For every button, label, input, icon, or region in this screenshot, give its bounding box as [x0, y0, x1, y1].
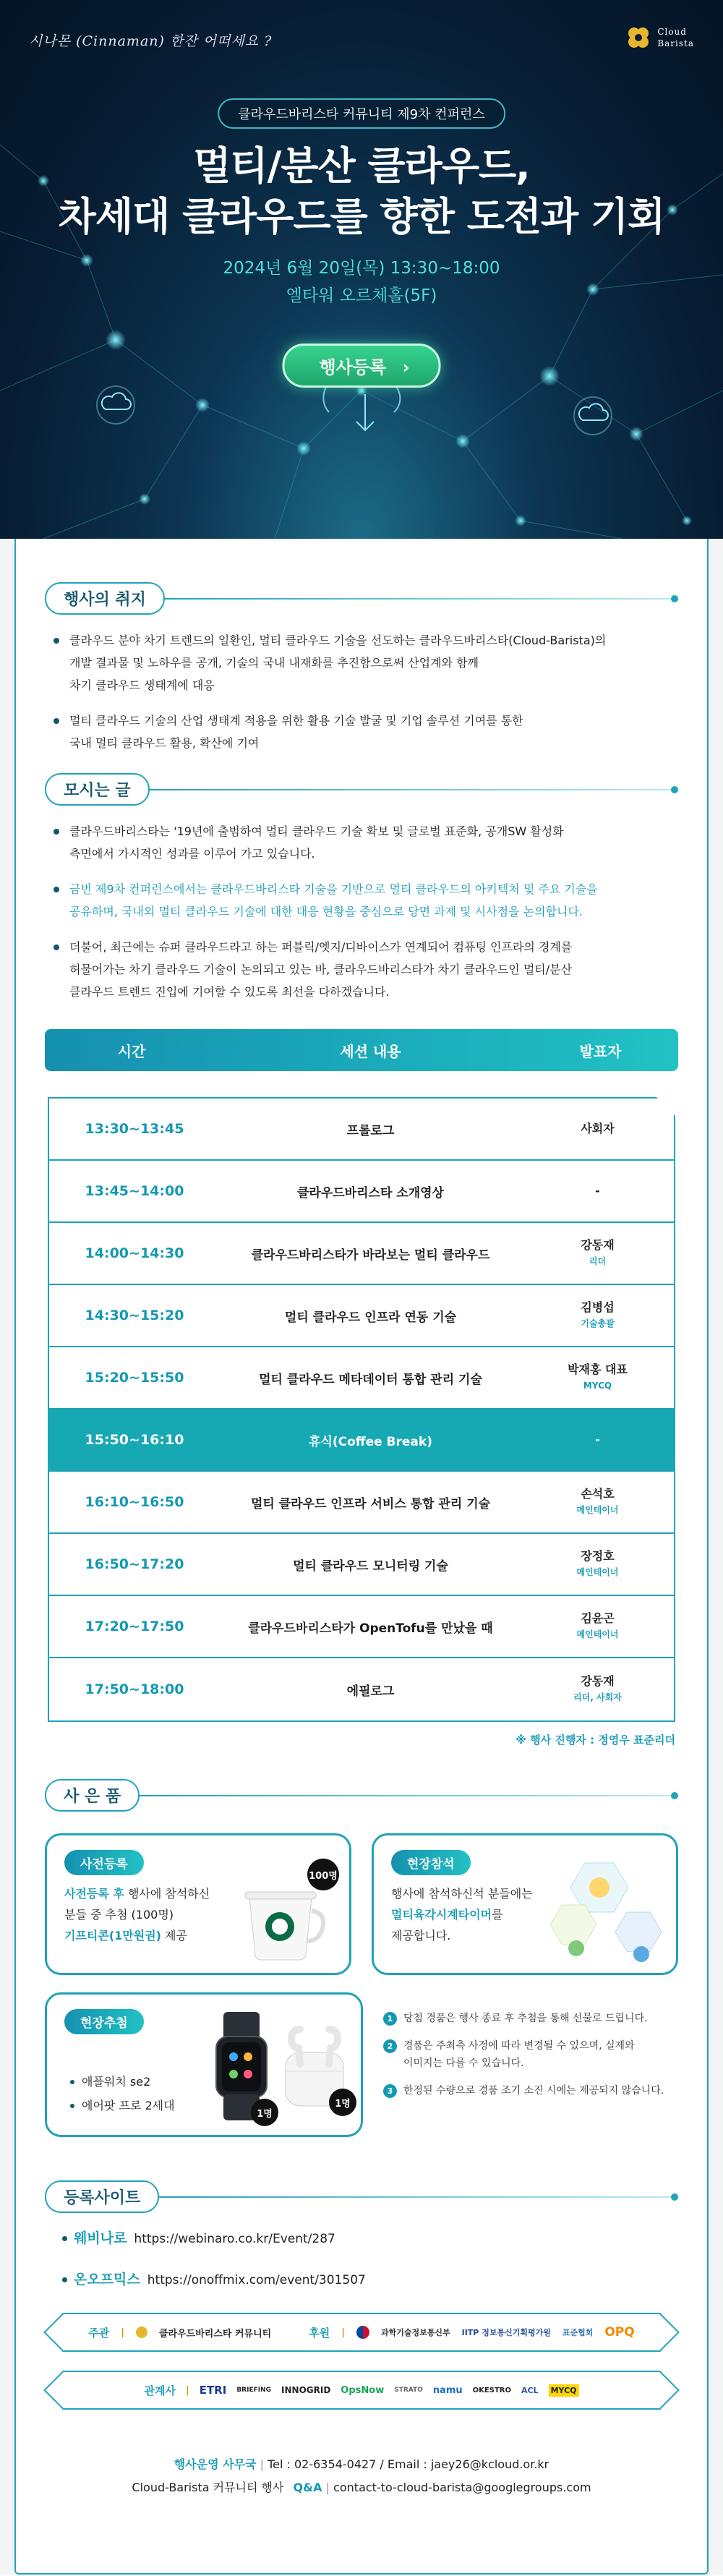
invitation-item-line: 금번 제9차 컨퍼런스에서는 클라우드바리스타 기술을 기반으로 멀티 클라우드의 아키텍처 및 주요 기술을 [69, 882, 598, 896]
speaker-name: 박재홍 대표 [568, 1362, 628, 1376]
schedule-row [49, 1347, 674, 1409]
hero-banner [0, 0, 723, 539]
section-divider [162, 598, 672, 600]
register-button[interactable] [283, 344, 441, 388]
schedule-speaker [521, 1486, 674, 1518]
schedule-time: 16:10~16:50 [85, 1494, 184, 1510]
raffle-item: 에어팟 프로 2세대 [70, 2094, 343, 2117]
separator: | [325, 2481, 334, 2494]
schedule-speaker [521, 1432, 674, 1448]
schedule-session: 멀티 클라우드 인프라 연동 기술 [284, 1310, 457, 1325]
schedule-time: 15:50~16:10 [85, 1432, 184, 1448]
note-text: 당첨 경품은 행사 종료 후 추첨을 통해 선물로 드립니다. [403, 2013, 648, 2024]
sponsor-section [45, 2313, 678, 2410]
invitation-item-line: 공유하며, 국내외 멀티 클라우드 기술에 대한 대응 현황을 중심으로 당면 과제 및 시사점을 논의합니다. [69, 905, 583, 918]
purpose-item-line: 국내 멀티 클라우드 활용, 확산에 기여 [69, 736, 260, 750]
purpose-item-line: 멀티 클라우드 기술의 산업 생태계 적용을 위한 활용 기술 발굴 및 기업 솔루션 기여를 통한 [69, 714, 523, 728]
section-divider [137, 1795, 672, 1796]
note-number: 1 [383, 2012, 397, 2026]
partner-logo: ACL [521, 2385, 539, 2395]
invitation-section [45, 773, 678, 1003]
partner-logo: OKESTRO [472, 2386, 511, 2394]
partner-logo: MYCQ [549, 2384, 579, 2397]
sites-section [45, 2180, 678, 2291]
gift-text-accent: 기프티콘(1만원권) [64, 1929, 161, 1942]
register-button-label: 행사등록 [319, 357, 387, 378]
gift-text-accent: 사전등록 후 [64, 1887, 124, 1901]
speaker-name: - [595, 1184, 600, 1198]
schedule-session: 멀티 클라우드 모니터링 기술 [293, 1558, 448, 1574]
schedule-time: 17:50~18:00 [85, 1681, 184, 1697]
supporter-logo: IITP 정보통신기획평가원 [461, 2328, 551, 2337]
footer [45, 2453, 678, 2499]
schedule-row [49, 1596, 674, 1658]
schedule-speaker [521, 1673, 674, 1705]
purpose-item [69, 629, 678, 696]
qa-email-link[interactable]: contact-to-cloud-barista@googlegroups.com [333, 2481, 591, 2494]
schedule-col-session: 세션 내용 [340, 1042, 401, 1060]
main-wrapper [0, 539, 723, 2575]
host-logo-icon [136, 2326, 147, 2338]
invitation-item-line: 클라우드 트렌드 진입에 기여할 수 있도록 최선을 다하겠습니다. [69, 985, 390, 999]
footer-line-2 [45, 2476, 678, 2499]
invitation-item-line: 측면에서 가시적인 성과를 이루어 가고 있습니다. [69, 847, 315, 861]
partner-logo: OpsNow [341, 2384, 385, 2396]
event-place: 엘타워 오르체홀(5F) [286, 286, 437, 305]
speaker-org: MYCQ [583, 1381, 612, 1391]
speaker-org: 메인테이너 [576, 1505, 619, 1515]
schedule-time: 13:30~13:45 [85, 1121, 184, 1137]
sites-heading: 등록사이트 [45, 2180, 159, 2213]
site-link-webinaro[interactable] [62, 2227, 678, 2250]
supporter-logo: 과학기술정보통신부 [380, 2328, 450, 2337]
schedule-table [48, 1097, 675, 1722]
hero-title [0, 141, 723, 242]
hero-title-line-1: 멀티/분산 클라우드, [193, 143, 530, 189]
partner-logo: INNOGRID [281, 2385, 331, 2395]
schedule-time: 13:45~14:00 [85, 1183, 184, 1199]
conference-pill: 클라우드바리스타 커뮤니티 제9차 컨퍼런스 [218, 98, 505, 129]
gift-text-plain: 를 [492, 1908, 503, 1922]
airpods-image [280, 2023, 349, 2113]
purpose-item-line: 개발 결과물 및 노하우를 공개, 기술의 국내 내재화를 추진함으로써 산업계와 함께 [69, 656, 479, 670]
supporter-logo: 표준협회 [562, 2328, 594, 2337]
host-note: ※ 행사 진행자 : 정영우 표준리더 [515, 1733, 675, 1747]
hexagon-timer-icon [542, 1856, 664, 1971]
host-name: 클라우드바리스타 커뮤니티 [159, 2328, 272, 2340]
host-label: 주관 [88, 2326, 110, 2340]
gift-notes [383, 1992, 678, 2137]
gift-text-line [64, 1925, 252, 1946]
invitation-item-line: 더불어, 최근에는 슈퍼 클라우드라고 하는 퍼블릭/엣지/디바이스가 연계되어 컴퓨팅 인프라의 경계를 [69, 940, 573, 954]
schedule-session: 멀티 클라우드 인프라 서비스 통합 관리 기술 [250, 1496, 491, 1511]
schedule-speaker [521, 1237, 674, 1269]
gift-text-accent: 멀티육각시계타이머 [391, 1908, 492, 1922]
cloud-icon [97, 386, 134, 424]
raffle-tag: 현장추첨 [64, 2009, 144, 2034]
raffle-item: 애플워치 se2 [70, 2070, 343, 2094]
footer-community: Cloud-Barista 커뮤니티 행사 [132, 2481, 284, 2494]
qa-label: Q&A [293, 2481, 322, 2494]
invitation-item [69, 820, 678, 865]
gift-text-line: 행사에 참석하신석 분들에는 [391, 1887, 533, 1901]
gifts-section [45, 1779, 678, 2137]
purpose-item [69, 709, 678, 754]
pre-registration-gift-card [45, 1833, 351, 1975]
purpose-section [45, 582, 678, 754]
note-text: 이미지는 다를 수 있습니다. [403, 2057, 524, 2069]
purpose-item-line: 차기 클라우드 생태계에 대응 [69, 678, 215, 692]
airpods-badge: 1명 [329, 2089, 356, 2116]
schedule-speaker [521, 1362, 674, 1394]
schedule-header [45, 1029, 678, 1071]
speaker-name: 김병섭 [581, 1300, 615, 1314]
speaker-org: 리더, 사회자 [573, 1692, 622, 1702]
speaker-org: 메인테이너 [576, 1567, 619, 1577]
separator: | [121, 2326, 124, 2338]
gift-note [383, 2010, 678, 2027]
coffee-cup-image [235, 1870, 338, 1963]
purpose-heading: 행사의 취지 [45, 582, 165, 615]
gift-text-line: 분들 중 추첨 (100명) [64, 1908, 174, 1922]
gifts-heading: 사 은 품 [45, 1779, 140, 1812]
onsite-gift-card [372, 1833, 678, 1975]
note-text: 경품은 주최측 사정에 따라 변경될 수 있으며, 실제와 [403, 2040, 635, 2052]
pre-registration-text [64, 1883, 252, 1946]
watch-badge: 1명 [251, 2099, 278, 2126]
schedule-row [49, 1534, 674, 1596]
schedule-session: 에필로그 [346, 1684, 395, 1699]
schedule-time: 16:50~17:20 [85, 1556, 184, 1572]
invitation-item-highlight [69, 878, 678, 923]
event-date: 2024년 6월 20일(목) 13:30~18:00 [223, 259, 500, 278]
section-dot [671, 786, 678, 793]
separator: | [260, 2457, 268, 2471]
logo-line-1: Cloud [657, 27, 687, 37]
schedule-session: 프롤로그 [346, 1123, 395, 1138]
note-number: 3 [383, 2084, 397, 2098]
gift-text-line: 제공합니다. [391, 1929, 451, 1942]
site-name: 웨비나로 [74, 2230, 127, 2246]
supporter-logo: OPQ [604, 2325, 635, 2340]
gift-note [383, 2082, 678, 2099]
speaker-org: 기술총괄 [581, 1318, 615, 1328]
partner-logo: STRATO [394, 2387, 423, 2394]
schedule-col-time: 시간 [117, 1042, 146, 1060]
invitation-item-line: 클라우드바리스타는 '19년에 출범하여 멀티 클라우드 기술 확보 및 글로벌 표준화, 공개SW 활성화 [69, 824, 564, 838]
schedule-row [49, 1161, 674, 1223]
schedule-time: 15:20~15:50 [85, 1370, 184, 1386]
site-url: https://onoffmix.com/event/301507 [147, 2273, 366, 2287]
schedule-row [49, 1658, 674, 1720]
partner-logo: BRIEFING [236, 2387, 272, 2394]
speaker-name: 김윤곤 [581, 1611, 615, 1625]
logo-line-2: Barista [657, 38, 694, 48]
gift-note [383, 2037, 678, 2072]
apple-watch-image [209, 2012, 274, 2123]
speaker-name: 장정호 [581, 1549, 615, 1563]
msit-logo-icon [356, 2326, 369, 2339]
partner-logo: namu [432, 2384, 463, 2396]
schedule-time: 14:00~14:30 [85, 1245, 184, 1261]
office-contact: Tel : 02-6354-0427 / Email : jaey26@kcloud.or.kr [268, 2457, 549, 2471]
site-link-onoffmix[interactable] [62, 2269, 678, 2291]
gift-text-plain: 행사에 참석하신 [124, 1887, 210, 1901]
schedule-session: 휴식(Coffee Break) [309, 1434, 432, 1449]
section-divider [147, 789, 672, 790]
partners-label: 관계사 [144, 2384, 176, 2397]
invitation-item-line: 허물어가는 차기 클라우드 기술이 논의되고 있는 바, 클라우드바리스타가 차기 클라우드인 멀티/분산 [69, 963, 573, 976]
section-dot [671, 2193, 678, 2201]
cloud-icon [574, 397, 612, 435]
speaker-org: 메인테이너 [576, 1629, 619, 1639]
purpose-item-line: 클라우드 분야 차기 트렌드의 일환인, 멀티 클라우드 기술을 선도하는 클라우드바리스타(Cloud-Barista)의 [69, 634, 607, 647]
schedule-speaker [521, 1548, 674, 1580]
main-card [14, 539, 709, 2575]
pre-registration-tag: 사전등록 [64, 1850, 144, 1875]
invitation-heading: 모시는 글 [45, 773, 150, 806]
schedule-time: 17:20~17:50 [85, 1618, 184, 1634]
schedule-col-speaker: 발표자 [579, 1042, 622, 1060]
schedule-session: 클라우드바리스타가 바라보는 멀티 클라우드 [251, 1248, 490, 1263]
onsite-tag: 현장참석 [391, 1850, 471, 1875]
invitation-item [69, 936, 678, 1003]
section-dot [671, 595, 678, 602]
note-number: 2 [383, 2039, 397, 2053]
separator: | [341, 2326, 345, 2338]
speaker-name: 강동재 [581, 1238, 615, 1252]
schedule-time: 14:30~15:20 [85, 1308, 184, 1323]
schedule-speaker [521, 1611, 674, 1642]
schedule-row-break [49, 1409, 674, 1472]
schedule-session: 멀티 클라우드 메타데이터 통합 관리 기술 [259, 1372, 482, 1387]
speaker-org: 리더 [589, 1256, 607, 1266]
coffee-cup-icon [235, 1876, 329, 1963]
speaker-name: 사회자 [581, 1122, 615, 1135]
partner-logo: ETRI [199, 2384, 227, 2397]
site-url: https://webinaro.co.kr/Event/287 [134, 2232, 335, 2246]
hero-slogan: 시나몬 (Cinnaman) 한잔 어떠세요 ? [29, 33, 273, 49]
cloud-barista-logo-icon [625, 25, 651, 51]
office-label: 행사운영 사무국 [174, 2457, 257, 2471]
partners-bar [62, 2371, 661, 2410]
speaker-name: 손석호 [581, 1487, 615, 1501]
schedule-speaker [521, 1300, 674, 1331]
schedule-speaker [521, 1183, 674, 1199]
schedule-row [49, 1472, 674, 1534]
note-text: 한정된 수량으로 경품 조기 소진 시에는 제공되지 않습니다. [403, 2085, 664, 2097]
section-divider [156, 2196, 672, 2198]
schedule-speaker [521, 1121, 674, 1137]
hexagon-timer-image [542, 1856, 664, 1974]
schedule-row [49, 1285, 674, 1347]
section-dot [671, 1792, 678, 1799]
support-label: 후원 [309, 2326, 330, 2340]
gift-text-line [391, 1904, 550, 1925]
hero-title-line-2: 차세대 클라우드를 향한 도전과 기회 [58, 194, 665, 239]
schedule-row [49, 1099, 674, 1161]
host-sponsor-bar [62, 2313, 661, 2352]
chevron-right-icon: › [402, 357, 410, 378]
schedule-section [45, 1029, 678, 1747]
schedule-session: 클라우드바리스타가 OpenTofu를 만났을 때 [248, 1621, 493, 1636]
onsite-text [391, 1883, 550, 1946]
schedule-row [49, 1223, 674, 1285]
footer-line-1 [45, 2453, 678, 2476]
schedule-session: 클라우드바리스타 소개영상 [297, 1185, 444, 1200]
gift-text-line [64, 1883, 252, 1904]
speaker-name: 강동재 [581, 1674, 615, 1688]
speaker-name: - [595, 1433, 600, 1446]
gift-text-plain: 제공 [161, 1929, 187, 1942]
site-name: 온오프믹스 [74, 2272, 140, 2287]
separator: | [185, 2384, 189, 2396]
raffle-gift-card [45, 1992, 363, 2137]
cloud-barista-logo [625, 25, 694, 51]
pre-registration-badge: 100명 [307, 1859, 339, 1890]
